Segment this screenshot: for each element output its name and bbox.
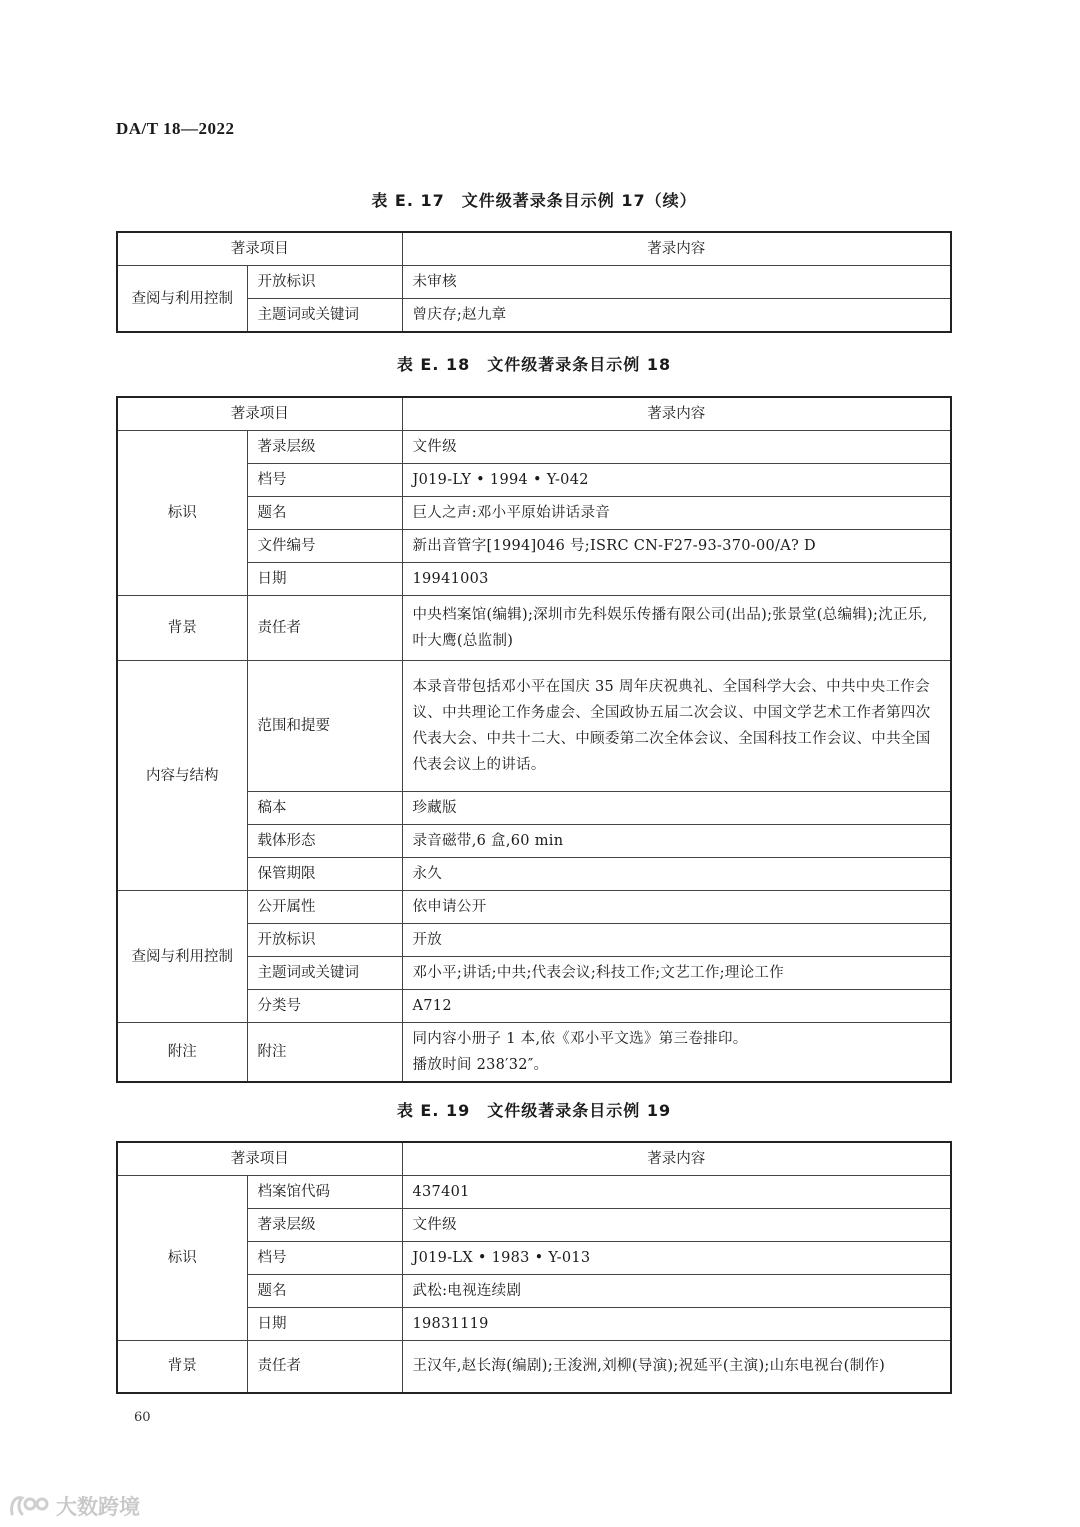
note-line-1: 同内容小册子 1 本,依《邓小平文选》第三卷排印。: [412, 1031, 748, 1047]
note-line-2: 播放时间 238′32″。: [412, 1057, 549, 1073]
watermark-logo-icon: [8, 1492, 52, 1520]
table-19-caption: 表 E. 19 文件级著录条目示例 19: [396, 1101, 672, 1120]
row-value: 19941003: [402, 563, 951, 596]
row-label: 主题词或关键词: [247, 299, 402, 333]
document-code: DA/T 18—2022: [116, 119, 235, 138]
row-value: 文件级: [402, 1209, 951, 1242]
row-label: 主题词或关键词: [247, 957, 402, 990]
row-value: 未审核: [402, 266, 951, 299]
row-label: 稿本: [247, 792, 402, 825]
watermark: [8, 1491, 140, 1521]
table-18: [116, 396, 952, 1083]
column-header-content: 著录内容: [402, 1142, 951, 1176]
row-label: 载体形态: [247, 825, 402, 858]
row-label: 文件编号: [247, 530, 402, 563]
row-label: 附注: [247, 1023, 402, 1083]
row-value: 巨人之声:邓小平原始讲话录音: [402, 497, 951, 530]
group-notes: 附注: [117, 1023, 247, 1083]
row-value: 珍藏版: [402, 792, 951, 825]
row-label: 题名: [247, 497, 402, 530]
group-access-control: 查阅与利用控制: [117, 891, 247, 1023]
row-value: 19831119: [402, 1308, 951, 1341]
table-18-caption: 表 E. 18 文件级著录条目示例 18: [396, 355, 672, 374]
column-header-content: 著录内容: [402, 397, 951, 431]
row-label: 档案馆代码: [247, 1176, 402, 1209]
row-label: 责任者: [247, 596, 402, 661]
column-header-item: 著录项目: [117, 1142, 402, 1176]
row-label: 开放标识: [247, 924, 402, 957]
row-value: J019-LY • 1994 • Y-042: [402, 464, 951, 497]
column-header-content: 著录内容: [402, 232, 951, 266]
row-label: 保管期限: [247, 858, 402, 891]
row-value: 437401: [402, 1176, 951, 1209]
row-label: 范围和提要: [247, 661, 402, 792]
row-value: A712: [402, 990, 951, 1023]
row-label: 日期: [247, 563, 402, 596]
column-header-item: 著录项目: [117, 232, 402, 266]
row-label: 日期: [247, 1308, 402, 1341]
row-label: 开放标识: [247, 266, 402, 299]
row-label: 著录层级: [247, 431, 402, 464]
group-identification: 标识: [117, 431, 247, 596]
row-value: 王汉年,赵长海(编剧);王浚洲,刘柳(导演);祝延平(主演);山东电视台(制作): [402, 1341, 951, 1393]
row-label: 责任者: [247, 1341, 402, 1393]
row-value: 录音磁带,6 盒,60 min: [402, 825, 951, 858]
group-background: 背景: [117, 596, 247, 661]
row-value: [402, 1023, 951, 1083]
column-header-item: 著录项目: [117, 397, 402, 431]
row-value: 文件级: [402, 431, 951, 464]
row-value: 中央档案馆(编辑);深圳市先科娱乐传播有限公司(出品);张景堂(总编辑);沈正乐,叶大鹰(总监制): [402, 596, 951, 661]
table-17: [116, 231, 952, 333]
group-content-structure: 内容与结构: [117, 661, 247, 891]
watermark-text: 大数跨境: [56, 1495, 140, 1519]
row-label: 档号: [247, 464, 402, 497]
row-label: 分类号: [247, 990, 402, 1023]
row-label: 公开属性: [247, 891, 402, 924]
row-label: 著录层级: [247, 1209, 402, 1242]
group-access-control: 查阅与利用控制: [117, 266, 247, 333]
row-label: 题名: [247, 1275, 402, 1308]
group-identification: 标识: [117, 1176, 247, 1341]
row-value: 曾庆存;赵九章: [402, 299, 951, 333]
page-number: 60: [134, 1410, 151, 1425]
row-label: 档号: [247, 1242, 402, 1275]
table-17-caption: 表 E. 17 文件级著录条目示例 17（续）: [371, 191, 697, 210]
row-value: J019-LX • 1983 • Y-013: [402, 1242, 951, 1275]
table-19: [116, 1141, 952, 1394]
group-background: 背景: [117, 1341, 247, 1393]
row-value: 本录音带包括邓小平在国庆 35 周年庆祝典礼、全国科学大会、中共中央工作会议、中共理论工作务虚会、全国政协五届二次会议、中国文学艺术工作者第四次代表大会、中共十二大、中顾委第二次全体会议、全国科技工作会议、中共全国代表会议上的讲话。: [402, 661, 951, 792]
row-value: 新出音管字[1994]046 号;ISRC CN-F27-93-370-00/A? D: [402, 530, 951, 563]
row-value: 开放: [402, 924, 951, 957]
row-value: 邓小平;讲话;中共;代表会议;科技工作;文艺工作;理论工作: [402, 957, 951, 990]
row-value: 依申请公开: [402, 891, 951, 924]
row-value: 永久: [402, 858, 951, 891]
row-value: 武松:电视连续剧: [402, 1275, 951, 1308]
